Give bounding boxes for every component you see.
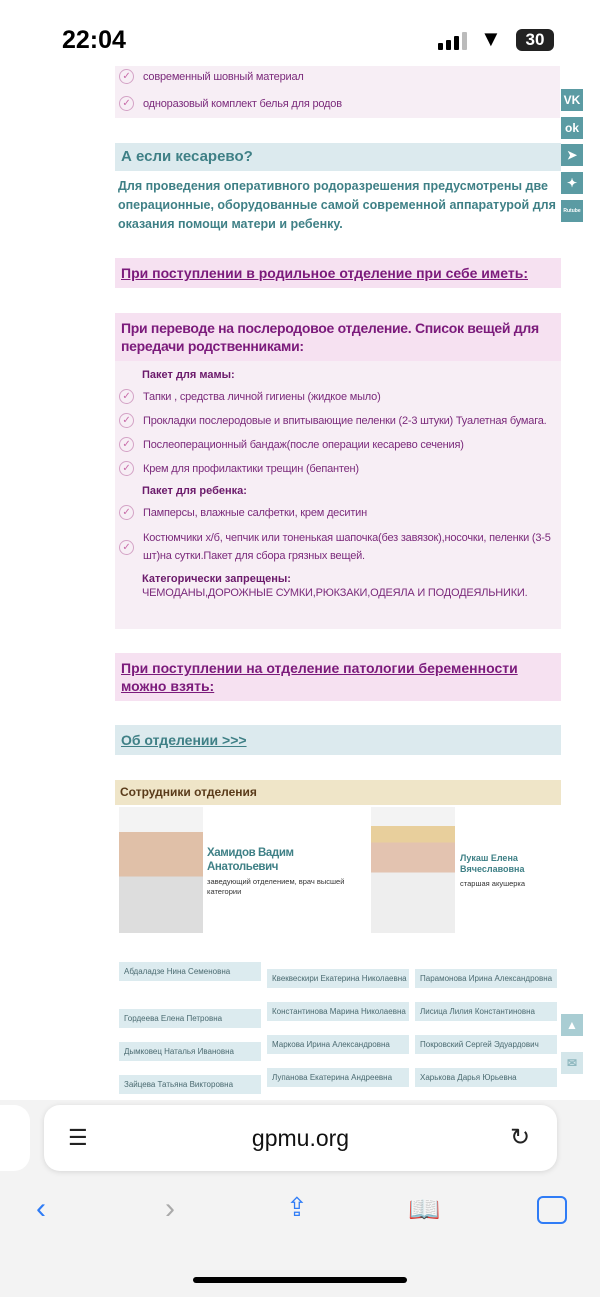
midwife-name[interactable]: Лукаш Елена Вячеславовна — [460, 853, 525, 874]
staff-item[interactable]: Константинова Марина Николаевна — [267, 1002, 409, 1021]
list-item — [119, 505, 553, 521]
staff-item[interactable]: Абдаладзе Нина Семеновна — [119, 962, 261, 981]
midwife-role: старшая акушерка — [460, 879, 526, 888]
tabs-icon[interactable] — [537, 1196, 567, 1224]
rutube-icon[interactable]: Rutube — [561, 200, 583, 222]
list-item — [119, 389, 553, 405]
pathology-heading — [115, 653, 561, 701]
signal-icon — [438, 32, 467, 50]
cesarean-heading: А если кесарево? — [115, 143, 561, 171]
item-text: Послеоперационный бандаж(после операции кесарево сечения) — [143, 439, 464, 451]
status-bar — [0, 0, 600, 70]
staff-item[interactable]: Зайцева Татьяна Викторовна — [119, 1075, 261, 1094]
staff-item[interactable]: Квеквескири Екатерина Николаевна — [267, 969, 409, 988]
staff-item[interactable]: Дымковец Наталья Ивановна — [119, 1042, 261, 1061]
staff-item[interactable]: Гордеева Елена Петровна — [119, 1009, 261, 1028]
list-item — [119, 437, 553, 453]
item-text: современный шовный материал — [143, 71, 304, 83]
forbidden-label: Категорически запрещены: — [142, 573, 291, 585]
head-photo — [119, 807, 203, 933]
scroll-up-icon[interactable]: ▲ — [561, 1014, 583, 1036]
list-item — [119, 413, 553, 429]
about-link[interactable]: Об отделении >>> — [121, 732, 247, 748]
cesarean-text: Для проведения оперативного родоразрешения предусмотрены две операционные, оборудованные самой современной аппаратурой для оказания помощи матери и ребенку. — [118, 179, 556, 231]
head-role: заведующий отделением, врач высшей категории — [207, 877, 345, 896]
check-icon: ✓ — [119, 413, 134, 428]
bookmarks-icon[interactable]: 📖 — [408, 1194, 441, 1224]
dzen-icon[interactable]: ✦ — [561, 172, 583, 194]
staff-item[interactable]: Харькова Дарья Юрьевна — [415, 1068, 557, 1087]
prev-tab-preview[interactable] — [0, 1105, 30, 1171]
midwife-photo — [371, 807, 455, 933]
mom-label: Пакет для мамы: — [142, 369, 235, 381]
staff-item[interactable]: Маркова Ирина Александровна — [267, 1035, 409, 1054]
check-icon: ✓ — [119, 540, 134, 555]
reload-icon[interactable]: ↻ — [510, 1124, 531, 1151]
check-icon: ✓ — [119, 69, 134, 84]
battery-indicator: 30 — [516, 29, 554, 51]
staff-item[interactable]: Парамонова Ирина Александровна — [415, 969, 557, 988]
postpartum-section — [115, 313, 561, 629]
share-icon[interactable]: ⇪ — [286, 1192, 308, 1222]
check-icon: ✓ — [119, 389, 134, 404]
odnoklassniki-icon[interactable]: ok — [561, 117, 583, 139]
url-text: gpmu.org — [251, 1125, 350, 1151]
about-heading — [115, 725, 561, 755]
staff-heading: Сотрудники отделения — [115, 780, 561, 805]
item-text: Тапки , средства личной гигиены (жидкое мыло) — [143, 391, 381, 403]
baby-label: Пакет для ребенка: — [142, 485, 247, 497]
list-item — [119, 529, 553, 565]
wifi-icon: ▼ — [480, 26, 502, 51]
pathology-link[interactable]: При поступлении на отделение патологии беременности можно взять: — [121, 660, 518, 694]
check-icon: ✓ — [119, 96, 134, 111]
item-text: Костюмчики х/б, чепчик или тоненькая шапочка(без завязок),носочки, пеленки (3-5 шт)на сутки.Пакет для сбора грязных вещей. — [143, 532, 551, 562]
check-icon: ✓ — [119, 505, 134, 520]
list-item — [119, 96, 342, 112]
item-text: Крем для профилактики трещин (бепантен) — [143, 463, 359, 475]
forward-icon[interactable]: › — [165, 1192, 175, 1225]
page-menu-icon[interactable]: ☰ — [68, 1125, 88, 1150]
check-icon: ✓ — [119, 437, 134, 452]
clock: 22:04 — [62, 26, 126, 54]
check-icon: ✓ — [119, 461, 134, 476]
head-name[interactable]: Хамидов Вадим Анатольевич — [207, 847, 294, 873]
item-text: одноразовый комплект белья для родов — [143, 98, 342, 110]
home-indicator — [193, 1277, 407, 1283]
postpartum-heading: При переводе на послеродовое отделение. Список вещей для передачи родственниками: — [115, 313, 561, 361]
staff-item[interactable]: Покровский Сергей Эдуардович — [415, 1035, 557, 1054]
admission-heading — [115, 258, 561, 288]
head-info — [207, 846, 367, 897]
telegram-icon[interactable]: ➤ — [561, 144, 583, 166]
admission-link[interactable]: При поступлении в родильное отделение при себе иметь: — [121, 265, 528, 281]
address-bar[interactable] — [44, 1105, 557, 1171]
back-icon[interactable]: ‹ — [36, 1192, 46, 1225]
staff-item[interactable]: Лупанова Екатерина Андреевна — [267, 1068, 409, 1087]
staff-item[interactable]: Лисица Лилия Константиновна — [415, 1002, 557, 1021]
list-item — [119, 69, 304, 85]
top-list — [115, 66, 560, 118]
mail-icon[interactable]: ✉ — [561, 1052, 583, 1074]
item-text: Памперсы, влажные салфетки, крем деситин — [143, 507, 367, 519]
forbidden-text: ЧЕМОДАНЫ,ДОРОЖНЫЕ СУМКИ,РЮКЗАКИ,ОДЕЯЛА И ПОДОДЕЯЛЬНИКИ. — [142, 587, 528, 599]
vk-icon[interactable]: VK — [561, 89, 583, 111]
list-item — [119, 461, 553, 477]
item-text: Прокладки послеродовые и впитывающие пеленки (2-3 штуки) Туалетная бумага. — [143, 415, 547, 427]
